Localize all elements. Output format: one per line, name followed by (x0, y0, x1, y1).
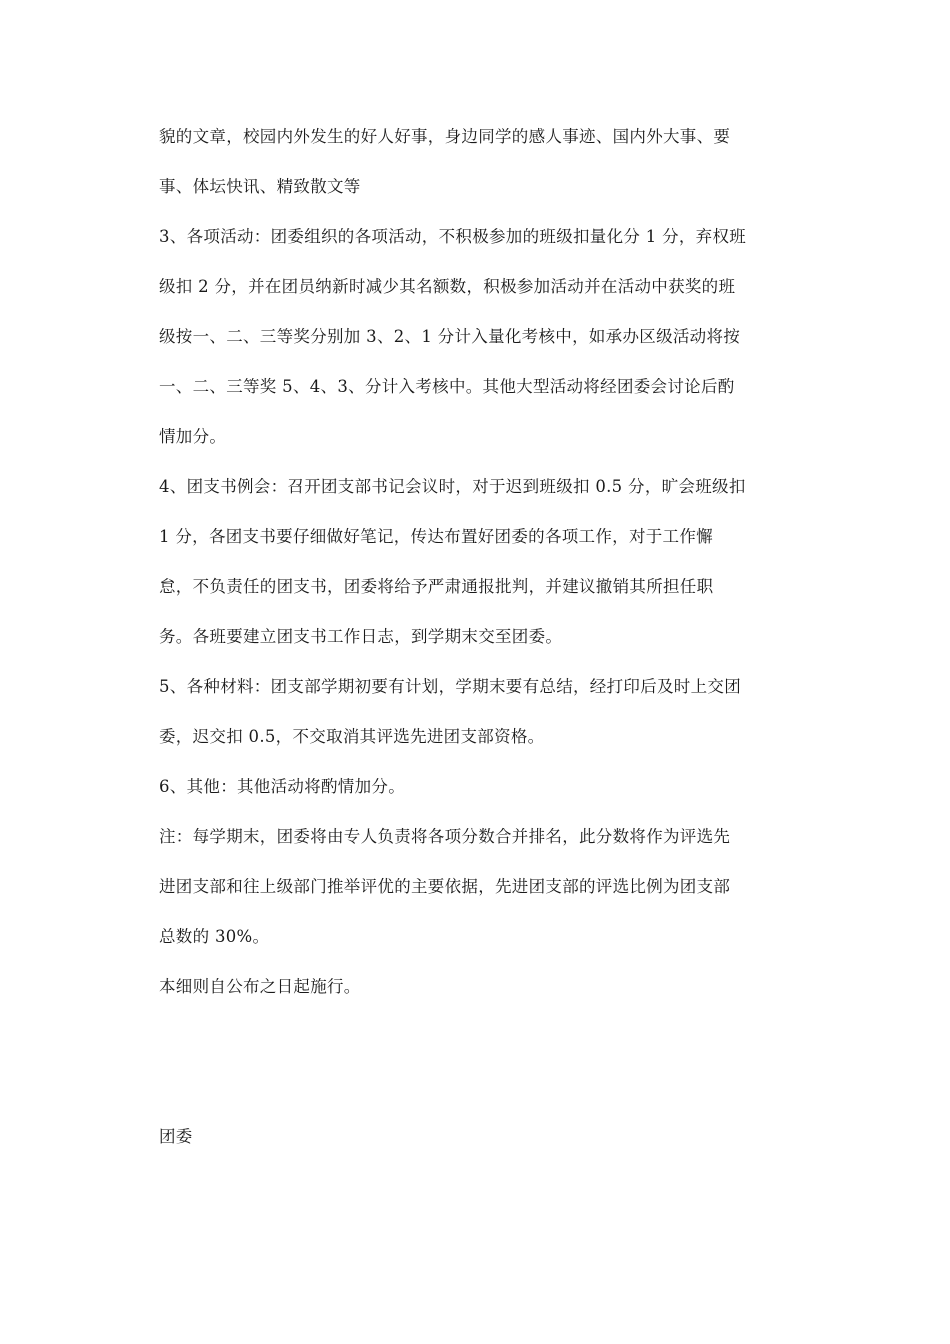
paragraph-line: 注：每学期末，团委将由专人负责将各项分数合并排名，此分数将作为评选先 (159, 827, 731, 846)
paragraph-line: 5、各种材料：团支部学期初要有计划，学期末要有总结，经打印后及时上交团 (159, 677, 741, 696)
paragraph-line: 1 分，各团支书要仔细做好笔记，传达布置好团委的各项工作，对于工作懈 (159, 527, 713, 546)
paragraph-line: 务。各班要建立团支书工作日志，到学期末交至团委。 (159, 627, 563, 646)
paragraph-line: 总数的 30%。 (159, 927, 270, 946)
paragraph-line: 4、团支书例会：召开团支部书记会议时，对于迟到班级扣 0.5 分，旷会班级扣 (159, 477, 746, 496)
paragraph-line: 3、各项活动：团委组织的各项活动，不积极参加的班级扣量化分 1 分，弃权班 (159, 227, 747, 246)
paragraph-line: 事、体坛快讯、精致散文等 (159, 177, 361, 196)
paragraph-line: 情加分。 (159, 427, 227, 446)
paragraph-line: 委，迟交扣 0.5，不交取消其评选先进团支部资格。 (159, 727, 545, 746)
paragraph-line: 怠，不负责任的团支书，团委将给予严肃通报批判，并建议撤销其所担任职 (159, 577, 714, 596)
paragraph-line: 一、二、三等奖 5、4、3、分计入考核中。其他大型活动将经团委会讨论后酌 (159, 377, 735, 396)
paragraph-line: 貌的文章，校园内外发生的好人好事，身边同学的感人事迹、国内外大事、要 (159, 127, 731, 146)
paragraph-line: 进团支部和往上级部门推举评优的主要依据，先进团支部的评选比例为团支部 (159, 877, 731, 896)
paragraph-line: 级按一、二、三等奖分别加 3、2、1 分计入量化考核中，如承办区级活动将按 (159, 327, 741, 346)
paragraph-line: 6、其他：其他活动将酌情加分。 (159, 777, 405, 796)
paragraph-line: 级扣 2 分，并在团员纳新时减少其名额数，积极参加活动并在活动中获奖的班 (159, 277, 736, 296)
signature: 团委 (159, 1127, 193, 1146)
paragraph-line: 本细则自公布之日起施行。 (159, 977, 361, 996)
